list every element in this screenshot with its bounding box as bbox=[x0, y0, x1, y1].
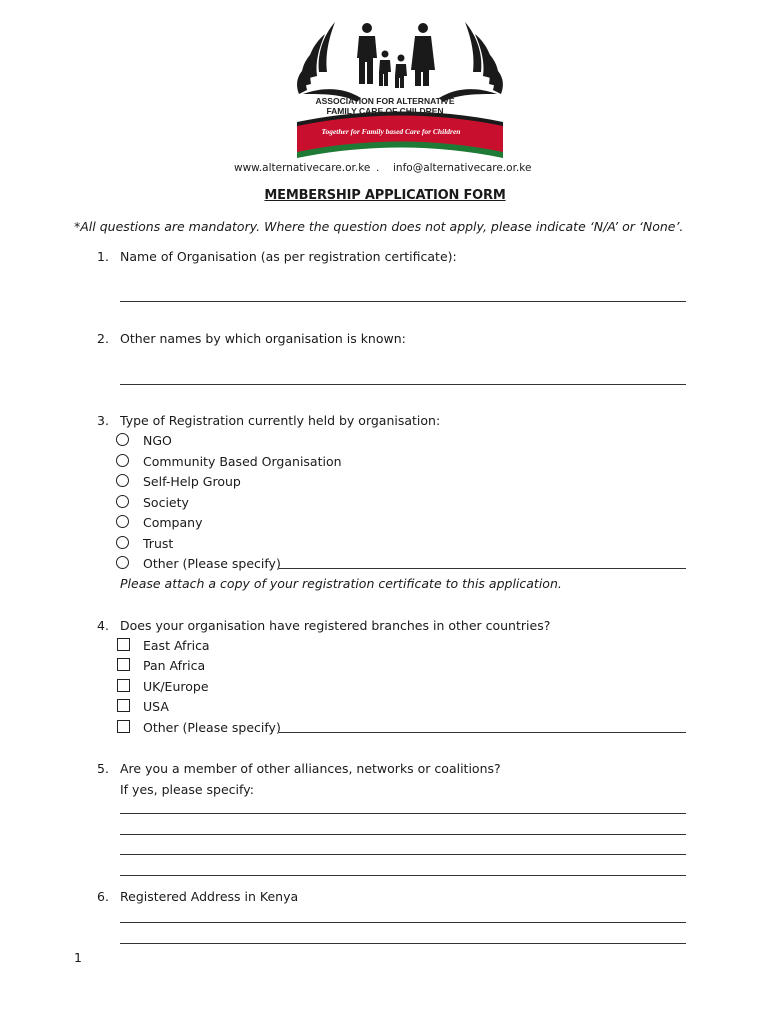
checkbox-uk-europe[interactable] bbox=[117, 679, 130, 692]
q1-text: Name of Organisation (as per registration certificate): bbox=[120, 249, 457, 264]
option-trust: Trust bbox=[143, 536, 174, 551]
left-wing-icon bbox=[297, 22, 361, 102]
radio-company[interactable] bbox=[116, 515, 129, 528]
q2-text: Other names by which organisation is known: bbox=[120, 331, 406, 346]
website-link[interactable]: www.alternativecare.or.ke bbox=[234, 162, 371, 174]
right-wing-icon bbox=[439, 22, 503, 102]
q3-number: 3. bbox=[97, 413, 109, 428]
q4-other-specify-line[interactable] bbox=[279, 732, 686, 733]
org-name-line1: ASSOCIATION FOR ALTERNATIVE bbox=[315, 96, 455, 106]
checkbox-east-africa[interactable] bbox=[117, 638, 130, 651]
option-other: Other (Please specify) bbox=[143, 556, 281, 571]
radio-other[interactable] bbox=[116, 556, 129, 569]
q5-sub-text: If yes, please specify: bbox=[120, 782, 254, 797]
q6-number: 6. bbox=[97, 889, 109, 904]
checkbox-pan-africa[interactable] bbox=[117, 658, 130, 671]
option-cbo: Community Based Organisation bbox=[143, 454, 342, 469]
option-usa: USA bbox=[143, 699, 169, 714]
q5-answer-line-4[interactable] bbox=[120, 875, 686, 876]
radio-self-help-group[interactable] bbox=[116, 474, 129, 487]
radio-society[interactable] bbox=[116, 495, 129, 508]
org-name-line2: FAMILY CARE OF CHILDREN bbox=[326, 106, 444, 116]
option-company: Company bbox=[143, 515, 203, 530]
option-self-help-group: Self-Help Group bbox=[143, 474, 241, 489]
q5-answer-line-3[interactable] bbox=[120, 854, 686, 855]
page-number: 1 bbox=[74, 950, 82, 965]
form-title: MEMBERSHIP APPLICATION FORM bbox=[264, 188, 506, 203]
q5-number: 5. bbox=[97, 761, 109, 776]
family-figures-icon bbox=[357, 23, 435, 88]
q6-answer-line-2[interactable] bbox=[120, 943, 686, 944]
q6-answer-line-1[interactable] bbox=[120, 922, 686, 923]
q5-answer-line-1[interactable] bbox=[120, 813, 686, 814]
q1-answer-line[interactable] bbox=[120, 301, 686, 302]
org-name bbox=[300, 96, 470, 116]
option-pan-africa: Pan Africa bbox=[143, 658, 206, 673]
option-society: Society bbox=[143, 495, 189, 510]
q4-text: Does your organisation have registered branches in other countries? bbox=[120, 618, 551, 633]
q3-attach-note: Please attach a copy of your registration certificate to this application. bbox=[120, 576, 562, 591]
tagline: Together for Family based Care for Children bbox=[321, 127, 461, 136]
option-ngo: NGO bbox=[143, 433, 172, 448]
q2-number: 2. bbox=[97, 331, 109, 346]
q6-text: Registered Address in Kenya bbox=[120, 889, 299, 904]
q2-answer-line[interactable] bbox=[120, 384, 686, 385]
q5-answer-line-2[interactable] bbox=[120, 834, 686, 835]
email-link[interactable]: info@alternativecare.or.ke bbox=[393, 162, 532, 174]
contact-separator: . bbox=[376, 162, 380, 174]
q1-number: 1. bbox=[97, 249, 109, 264]
checkbox-other[interactable] bbox=[117, 720, 130, 733]
radio-cbo[interactable] bbox=[116, 454, 129, 467]
radio-ngo[interactable] bbox=[116, 433, 129, 446]
association-logo bbox=[295, 14, 505, 164]
option-other-branches: Other (Please specify) bbox=[143, 720, 281, 735]
q4-number: 4. bbox=[97, 618, 109, 633]
mandatory-note: *All questions are mandatory. Where the question does not apply, please indicate ‘N/A’ or ‘None’. bbox=[74, 219, 684, 234]
option-east-africa: East Africa bbox=[143, 638, 210, 653]
checkbox-usa[interactable] bbox=[117, 699, 130, 712]
q3-other-specify-line[interactable] bbox=[279, 568, 686, 569]
q3-text: Type of Registration currently held by organisation: bbox=[120, 413, 441, 428]
option-uk-europe: UK/Europe bbox=[143, 679, 209, 694]
radio-trust[interactable] bbox=[116, 536, 129, 549]
q5-text: Are you a member of other alliances, networks or coalitions? bbox=[120, 761, 501, 776]
